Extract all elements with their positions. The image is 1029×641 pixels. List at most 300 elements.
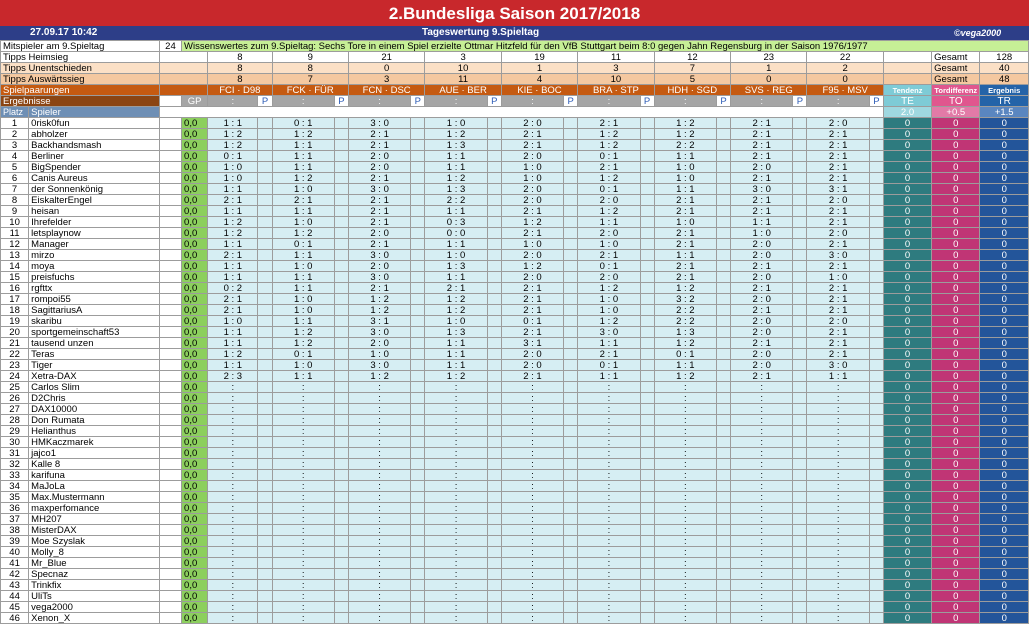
player-tip[interactable]: 2 : 1	[578, 349, 640, 360]
player-tip[interactable]: 2 : 0	[731, 272, 793, 283]
player-tip[interactable]: 2 : 0	[501, 272, 563, 283]
player-tip[interactable]: :	[654, 602, 716, 613]
player-tip[interactable]: 1 : 0	[272, 294, 334, 305]
player-tip[interactable]: :	[208, 470, 258, 481]
player-tip[interactable]: 1 : 1	[807, 371, 869, 382]
player-tip[interactable]: :	[348, 602, 410, 613]
player-tip[interactable]: 1 : 2	[272, 173, 334, 184]
player-tip[interactable]: :	[731, 580, 793, 591]
player-tip[interactable]: :	[501, 459, 563, 470]
player-tip[interactable]: :	[208, 393, 258, 404]
player-tip[interactable]: 1 : 0	[208, 162, 258, 173]
player-tip[interactable]: 2 : 1	[501, 371, 563, 382]
player-tip[interactable]: 1 : 2	[208, 217, 258, 228]
player-tip[interactable]: 2 : 1	[807, 261, 869, 272]
player-tip[interactable]: :	[425, 536, 487, 547]
player-tip[interactable]: 1 : 0	[731, 228, 793, 239]
match-pairing[interactable]: F95 · MSV	[807, 85, 883, 96]
player-tip[interactable]: 2 : 1	[731, 305, 793, 316]
player-tip[interactable]: :	[654, 415, 716, 426]
player-tip[interactable]: 1 : 0	[272, 184, 334, 195]
player-tip[interactable]: 2 : 1	[501, 129, 563, 140]
player-tip[interactable]: :	[208, 580, 258, 591]
player-tip[interactable]: :	[501, 426, 563, 437]
player-tip[interactable]: 1 : 2	[578, 206, 640, 217]
player-tip[interactable]: :	[731, 613, 793, 624]
player-tip[interactable]: 1 : 3	[425, 327, 487, 338]
player-tip[interactable]: :	[272, 459, 334, 470]
player-tip[interactable]: 3 : 1	[348, 316, 410, 327]
player-tip[interactable]: 1 : 1	[272, 371, 334, 382]
player-tip[interactable]: 2 : 0	[731, 316, 793, 327]
player-tip[interactable]: 2 : 1	[807, 173, 869, 184]
match-pairing[interactable]: FCI · D98	[208, 85, 272, 96]
player-tip[interactable]: 1 : 1	[425, 272, 487, 283]
match-pairing[interactable]: KIE · BOC	[501, 85, 577, 96]
player-tip[interactable]: 1 : 2	[654, 371, 716, 382]
player-tip[interactable]: 2 : 0	[501, 118, 563, 129]
player-tip[interactable]: 2 : 0	[578, 228, 640, 239]
player-tip[interactable]: 2 : 1	[501, 228, 563, 239]
player-tip[interactable]: 1 : 2	[654, 118, 716, 129]
player-tip[interactable]: 1 : 2	[425, 305, 487, 316]
result-cell[interactable]: :	[348, 96, 410, 107]
player-tip[interactable]: :	[578, 404, 640, 415]
player-tip[interactable]: 2 : 1	[654, 272, 716, 283]
player-tip[interactable]: :	[208, 525, 258, 536]
player-tip[interactable]: 1 : 0	[272, 217, 334, 228]
player-tip[interactable]: 1 : 0	[501, 162, 563, 173]
player-tip[interactable]: 2 : 1	[654, 261, 716, 272]
player-tip[interactable]: :	[578, 459, 640, 470]
player-tip[interactable]: 2 : 1	[807, 140, 869, 151]
player-tip[interactable]: :	[807, 459, 869, 470]
player-tip[interactable]: 1 : 2	[578, 283, 640, 294]
player-tip[interactable]: :	[501, 481, 563, 492]
player-tip[interactable]: 2 : 1	[807, 206, 869, 217]
match-pairing[interactable]: SVS · REG	[731, 85, 807, 96]
player-tip[interactable]: :	[208, 492, 258, 503]
player-tip[interactable]: :	[208, 437, 258, 448]
result-cell[interactable]: :	[501, 96, 563, 107]
player-tip[interactable]: :	[348, 426, 410, 437]
player-tip[interactable]: 1 : 1	[208, 261, 258, 272]
player-tip[interactable]: 2 : 1	[807, 283, 869, 294]
player-tip[interactable]: :	[272, 591, 334, 602]
player-tip[interactable]: 1 : 0	[348, 349, 410, 360]
player-tip[interactable]: 2 : 0	[731, 239, 793, 250]
player-tip[interactable]: 2 : 0	[348, 228, 410, 239]
player-tip[interactable]: 2 : 1	[807, 294, 869, 305]
player-tip[interactable]: 2 : 1	[208, 305, 258, 316]
player-tip[interactable]: :	[501, 613, 563, 624]
player-tip[interactable]: 1 : 1	[425, 162, 487, 173]
player-tip[interactable]: 1 : 1	[272, 272, 334, 283]
player-tip[interactable]: :	[501, 448, 563, 459]
player-tip[interactable]: 2 : 1	[807, 327, 869, 338]
player-tip[interactable]: :	[654, 503, 716, 514]
player-tip[interactable]: 2 : 0	[348, 338, 410, 349]
player-tip[interactable]: 1 : 1	[272, 206, 334, 217]
player-tip[interactable]: :	[501, 382, 563, 393]
player-tip[interactable]: :	[272, 415, 334, 426]
player-tip[interactable]: 2 : 1	[731, 151, 793, 162]
player-tip[interactable]: :	[425, 613, 487, 624]
player-tip[interactable]: 1 : 2	[578, 129, 640, 140]
player-tip[interactable]: :	[654, 591, 716, 602]
player-tip[interactable]: 1 : 1	[208, 239, 258, 250]
player-tip[interactable]: 1 : 2	[348, 294, 410, 305]
player-tip[interactable]: 1 : 0	[272, 305, 334, 316]
player-tip[interactable]: :	[208, 481, 258, 492]
player-tip[interactable]: :	[348, 547, 410, 558]
player-tip[interactable]: :	[501, 591, 563, 602]
player-tip[interactable]: 3 : 0	[348, 118, 410, 129]
player-tip[interactable]: :	[807, 415, 869, 426]
player-tip[interactable]: 2 : 0	[348, 261, 410, 272]
player-tip[interactable]: 1 : 2	[348, 305, 410, 316]
player-tip[interactable]: :	[501, 525, 563, 536]
match-pairing[interactable]: FCN · DSC	[348, 85, 424, 96]
player-tip[interactable]: 1 : 0	[425, 316, 487, 327]
player-tip[interactable]: :	[272, 448, 334, 459]
player-tip[interactable]: 2 : 1	[501, 206, 563, 217]
player-tip[interactable]: 1 : 2	[272, 338, 334, 349]
player-tip[interactable]: 0 : 1	[578, 261, 640, 272]
player-tip[interactable]: 2 : 1	[731, 195, 793, 206]
player-tip[interactable]: :	[731, 492, 793, 503]
player-tip[interactable]: :	[578, 602, 640, 613]
player-tip[interactable]: :	[654, 448, 716, 459]
player-tip[interactable]: :	[807, 613, 869, 624]
player-tip[interactable]: :	[425, 591, 487, 602]
player-tip[interactable]: :	[425, 492, 487, 503]
player-tip[interactable]: 1 : 0	[425, 118, 487, 129]
player-tip[interactable]: 1 : 1	[578, 217, 640, 228]
player-tip[interactable]: :	[654, 525, 716, 536]
player-tip[interactable]: :	[425, 382, 487, 393]
player-tip[interactable]: :	[425, 547, 487, 558]
player-tip[interactable]: :	[807, 426, 869, 437]
player-tip[interactable]: :	[731, 459, 793, 470]
player-tip[interactable]: 1 : 2	[425, 371, 487, 382]
player-tip[interactable]: 1 : 1	[425, 206, 487, 217]
player-tip[interactable]: :	[807, 393, 869, 404]
player-tip[interactable]: 2 : 1	[578, 118, 640, 129]
player-tip[interactable]: :	[501, 558, 563, 569]
player-tip[interactable]: 2 : 1	[348, 217, 410, 228]
player-tip[interactable]: 1 : 2	[501, 261, 563, 272]
player-tip[interactable]: 2 : 0	[348, 162, 410, 173]
player-tip[interactable]: :	[348, 536, 410, 547]
match-pairing[interactable]: AUE · BER	[425, 85, 501, 96]
player-tip[interactable]: 2 : 0	[807, 118, 869, 129]
player-tip[interactable]: 1 : 1	[654, 151, 716, 162]
player-tip[interactable]: 2 : 0	[501, 195, 563, 206]
player-tip[interactable]: :	[208, 382, 258, 393]
player-tip[interactable]: 1 : 1	[425, 151, 487, 162]
player-tip[interactable]: 1 : 2	[272, 129, 334, 140]
player-tip[interactable]: :	[208, 415, 258, 426]
player-tip[interactable]: 2 : 0	[807, 316, 869, 327]
player-tip[interactable]: :	[654, 514, 716, 525]
player-tip[interactable]: :	[208, 602, 258, 613]
player-tip[interactable]: :	[348, 382, 410, 393]
player-tip[interactable]: :	[272, 558, 334, 569]
player-tip[interactable]: 1 : 0	[501, 173, 563, 184]
player-tip[interactable]: 2 : 0	[731, 250, 793, 261]
player-tip[interactable]: 2 : 0	[578, 272, 640, 283]
player-tip[interactable]: 2 : 1	[731, 338, 793, 349]
player-tip[interactable]: :	[731, 437, 793, 448]
player-tip[interactable]: :	[272, 492, 334, 503]
player-tip[interactable]: 2 : 0	[501, 360, 563, 371]
player-tip[interactable]: :	[425, 393, 487, 404]
player-tip[interactable]: :	[425, 558, 487, 569]
player-tip[interactable]: 1 : 1	[654, 250, 716, 261]
player-tip[interactable]: 2 : 1	[578, 162, 640, 173]
player-tip[interactable]: :	[731, 470, 793, 481]
player-tip[interactable]: :	[578, 448, 640, 459]
result-cell[interactable]: :	[272, 96, 334, 107]
player-tip[interactable]: 2 : 1	[731, 129, 793, 140]
player-tip[interactable]: :	[501, 602, 563, 613]
player-tip[interactable]: :	[654, 613, 716, 624]
player-tip[interactable]: :	[348, 459, 410, 470]
player-tip[interactable]: :	[654, 492, 716, 503]
player-tip[interactable]: :	[654, 547, 716, 558]
player-tip[interactable]: :	[425, 415, 487, 426]
player-tip[interactable]: :	[731, 536, 793, 547]
player-tip[interactable]: :	[731, 591, 793, 602]
player-tip[interactable]: :	[731, 525, 793, 536]
player-tip[interactable]: :	[578, 558, 640, 569]
player-tip[interactable]: :	[425, 437, 487, 448]
player-tip[interactable]: 1 : 2	[654, 129, 716, 140]
player-tip[interactable]: :	[348, 558, 410, 569]
player-tip[interactable]: :	[654, 470, 716, 481]
player-tip[interactable]: 2 : 0	[731, 162, 793, 173]
result-cell[interactable]: :	[654, 96, 716, 107]
player-tip[interactable]: :	[272, 536, 334, 547]
result-cell[interactable]: :	[208, 96, 258, 107]
player-tip[interactable]: :	[348, 481, 410, 492]
player-tip[interactable]: :	[807, 503, 869, 514]
player-tip[interactable]: 2 : 0	[731, 294, 793, 305]
player-tip[interactable]: :	[501, 580, 563, 591]
player-tip[interactable]: :	[807, 481, 869, 492]
player-tip[interactable]: :	[208, 558, 258, 569]
player-tip[interactable]: :	[654, 393, 716, 404]
player-tip[interactable]: :	[348, 525, 410, 536]
player-tip[interactable]: 2 : 1	[348, 206, 410, 217]
player-tip[interactable]: 1 : 1	[578, 371, 640, 382]
player-tip[interactable]: 1 : 1	[425, 239, 487, 250]
player-tip[interactable]: :	[807, 448, 869, 459]
player-tip[interactable]: :	[578, 536, 640, 547]
player-tip[interactable]: :	[807, 514, 869, 525]
player-tip[interactable]: 1 : 2	[208, 349, 258, 360]
player-tip[interactable]: :	[731, 514, 793, 525]
player-tip[interactable]: :	[348, 492, 410, 503]
player-tip[interactable]: :	[578, 382, 640, 393]
player-tip[interactable]: :	[807, 558, 869, 569]
player-tip[interactable]: 1 : 1	[208, 338, 258, 349]
player-tip[interactable]: 2 : 1	[654, 206, 716, 217]
player-tip[interactable]: :	[272, 393, 334, 404]
player-tip[interactable]: 2 : 0	[731, 360, 793, 371]
player-tip[interactable]: :	[208, 459, 258, 470]
player-tip[interactable]: 2 : 1	[501, 283, 563, 294]
player-tip[interactable]: :	[654, 426, 716, 437]
player-tip[interactable]: 0 : 3	[425, 217, 487, 228]
player-tip[interactable]: :	[807, 525, 869, 536]
player-tip[interactable]: :	[501, 547, 563, 558]
player-tip[interactable]: 2 : 1	[501, 305, 563, 316]
player-tip[interactable]: 2 : 1	[578, 250, 640, 261]
player-tip[interactable]: 1 : 2	[425, 173, 487, 184]
player-tip[interactable]: :	[654, 569, 716, 580]
result-cell[interactable]: :	[578, 96, 640, 107]
player-tip[interactable]: 1 : 1	[654, 184, 716, 195]
player-tip[interactable]: :	[348, 613, 410, 624]
player-tip[interactable]: :	[208, 503, 258, 514]
player-tip[interactable]: 3 : 0	[348, 184, 410, 195]
player-tip[interactable]: :	[348, 470, 410, 481]
player-tip[interactable]: :	[272, 404, 334, 415]
player-tip[interactable]: :	[272, 547, 334, 558]
player-tip[interactable]: :	[501, 437, 563, 448]
player-tip[interactable]: 2 : 1	[807, 338, 869, 349]
player-tip[interactable]: 2 : 2	[425, 195, 487, 206]
player-tip[interactable]: :	[578, 481, 640, 492]
player-tip[interactable]: :	[807, 437, 869, 448]
player-tip[interactable]: 1 : 2	[578, 316, 640, 327]
player-tip[interactable]: :	[807, 492, 869, 503]
player-tip[interactable]: :	[425, 426, 487, 437]
player-tip[interactable]: :	[578, 492, 640, 503]
player-tip[interactable]: :	[654, 437, 716, 448]
player-tip[interactable]: 1 : 2	[208, 140, 258, 151]
result-cell[interactable]: :	[731, 96, 793, 107]
player-tip[interactable]: :	[208, 547, 258, 558]
player-tip[interactable]: 0 : 1	[578, 151, 640, 162]
player-tip[interactable]: 1 : 0	[425, 250, 487, 261]
player-tip[interactable]: :	[208, 404, 258, 415]
match-pairing[interactable]: BRA · STP	[578, 85, 654, 96]
player-tip[interactable]: :	[578, 525, 640, 536]
player-tip[interactable]: :	[348, 503, 410, 514]
player-tip[interactable]: 1 : 1	[425, 360, 487, 371]
player-tip[interactable]: :	[348, 393, 410, 404]
player-tip[interactable]: :	[272, 613, 334, 624]
player-tip[interactable]: 2 : 1	[501, 294, 563, 305]
player-tip[interactable]: :	[425, 503, 487, 514]
player-tip[interactable]: :	[654, 481, 716, 492]
player-tip[interactable]: 2 : 1	[807, 349, 869, 360]
player-tip[interactable]: 2 : 0	[501, 151, 563, 162]
result-cell[interactable]: :	[425, 96, 487, 107]
player-tip[interactable]: :	[348, 448, 410, 459]
player-tip[interactable]: :	[578, 613, 640, 624]
player-tip[interactable]: 2 : 1	[348, 140, 410, 151]
player-tip[interactable]: :	[578, 503, 640, 514]
match-pairing[interactable]: FCK · FÜR	[272, 85, 348, 96]
player-tip[interactable]: 3 : 0	[348, 360, 410, 371]
player-tip[interactable]: 0 : 1	[578, 184, 640, 195]
player-tip[interactable]: :	[425, 470, 487, 481]
player-tip[interactable]: 1 : 1	[272, 151, 334, 162]
player-tip[interactable]: 1 : 2	[272, 228, 334, 239]
player-tip[interactable]: 1 : 0	[578, 305, 640, 316]
player-tip[interactable]: :	[731, 503, 793, 514]
player-tip[interactable]: 1 : 1	[578, 338, 640, 349]
player-tip[interactable]: 0 : 1	[578, 360, 640, 371]
player-tip[interactable]: :	[807, 536, 869, 547]
player-tip[interactable]: 1 : 0	[208, 316, 258, 327]
player-tip[interactable]: :	[731, 481, 793, 492]
player-tip[interactable]: 1 : 1	[208, 360, 258, 371]
player-tip[interactable]: :	[731, 547, 793, 558]
player-tip[interactable]: 3 : 0	[578, 327, 640, 338]
player-tip[interactable]: :	[348, 404, 410, 415]
player-tip[interactable]: :	[501, 415, 563, 426]
player-tip[interactable]: :	[731, 404, 793, 415]
player-tip[interactable]: :	[272, 514, 334, 525]
player-tip[interactable]: 2 : 1	[731, 371, 793, 382]
player-tip[interactable]: 2 : 1	[348, 173, 410, 184]
player-tip[interactable]: :	[501, 404, 563, 415]
player-tip[interactable]: 1 : 0	[807, 272, 869, 283]
player-tip[interactable]: :	[807, 547, 869, 558]
player-tip[interactable]: 1 : 1	[208, 184, 258, 195]
player-tip[interactable]: :	[425, 602, 487, 613]
player-tip[interactable]: :	[501, 514, 563, 525]
player-tip[interactable]: :	[425, 404, 487, 415]
player-tip[interactable]: 2 : 1	[731, 173, 793, 184]
player-tip[interactable]: 1 : 0	[501, 239, 563, 250]
player-tip[interactable]: 2 : 1	[731, 140, 793, 151]
player-tip[interactable]: 1 : 1	[208, 327, 258, 338]
player-tip[interactable]: 3 : 0	[348, 272, 410, 283]
player-tip[interactable]: 1 : 1	[272, 316, 334, 327]
player-tip[interactable]: 0 : 1	[208, 151, 258, 162]
player-tip[interactable]: :	[654, 536, 716, 547]
player-tip[interactable]: :	[578, 514, 640, 525]
player-tip[interactable]: 2 : 1	[807, 239, 869, 250]
player-tip[interactable]: :	[501, 536, 563, 547]
result-cell[interactable]: :	[807, 96, 869, 107]
player-tip[interactable]: :	[501, 492, 563, 503]
player-tip[interactable]: 1 : 1	[208, 206, 258, 217]
player-tip[interactable]: :	[348, 514, 410, 525]
player-tip[interactable]: 2 : 1	[654, 228, 716, 239]
player-tip[interactable]: :	[654, 459, 716, 470]
player-tip[interactable]: :	[731, 426, 793, 437]
player-tip[interactable]: 3 : 0	[348, 327, 410, 338]
player-tip[interactable]: 2 : 1	[807, 129, 869, 140]
player-tip[interactable]: 1 : 1	[208, 272, 258, 283]
player-tip[interactable]: :	[348, 437, 410, 448]
player-tip[interactable]: 2 : 2	[654, 316, 716, 327]
player-tip[interactable]: 0 : 1	[272, 349, 334, 360]
player-tip[interactable]: 1 : 0	[654, 217, 716, 228]
player-tip[interactable]: 2 : 2	[654, 305, 716, 316]
player-tip[interactable]: 1 : 1	[272, 140, 334, 151]
player-tip[interactable]: :	[272, 602, 334, 613]
player-tip[interactable]: :	[272, 569, 334, 580]
player-tip[interactable]: 1 : 2	[272, 327, 334, 338]
